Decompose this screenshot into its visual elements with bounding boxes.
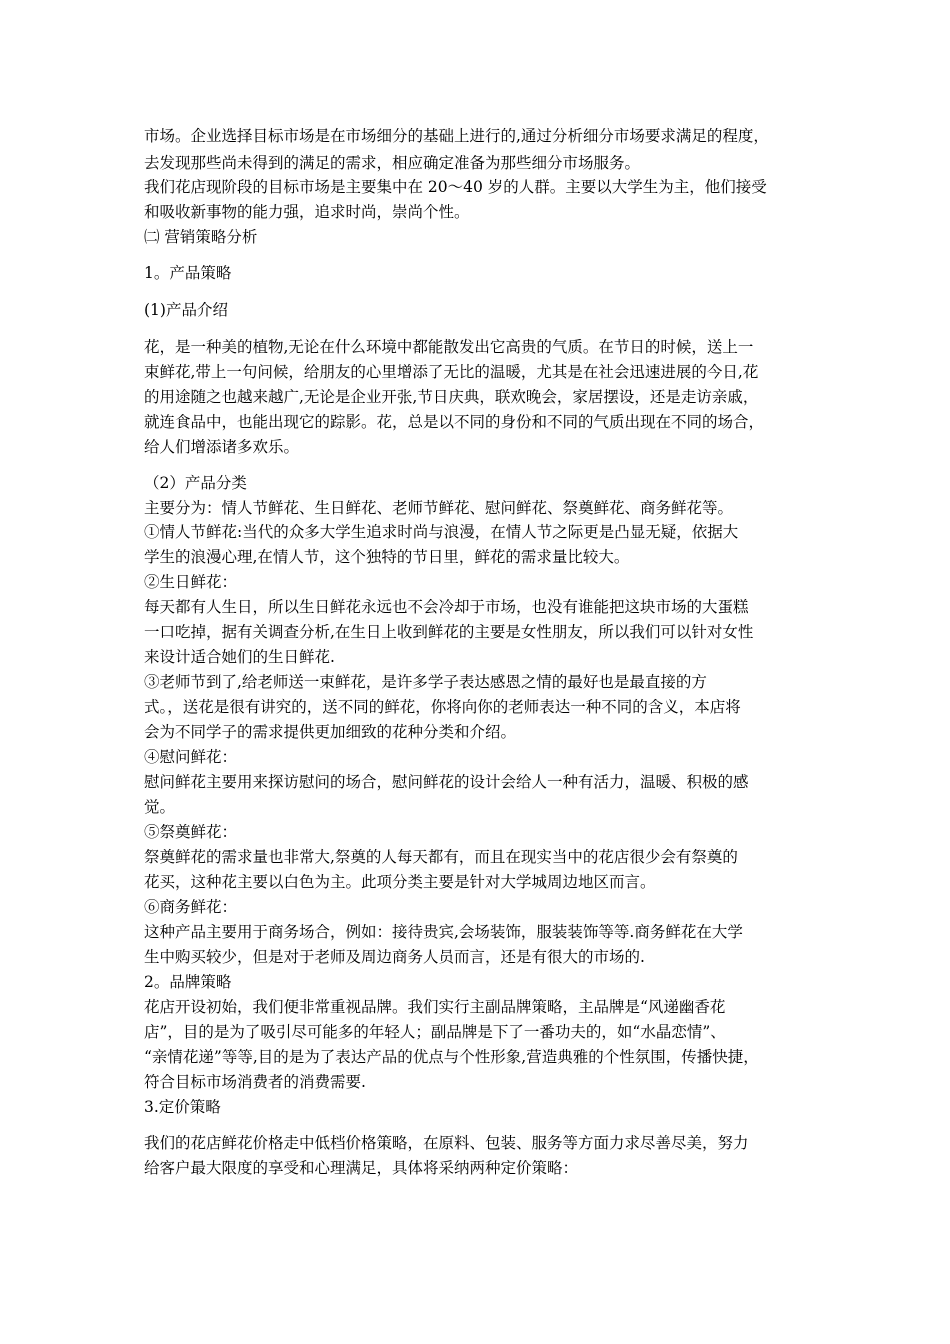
subsection-heading: (1)产品介绍 [144, 301, 228, 319]
text-line: 束鲜花,带上一句问候，给朋友的心里增添了无比的温暖，尤其是在社会迅速进展的今日,花 [144, 363, 759, 381]
text-line: 市场。企业选择目标市场是在市场细分的基础上进行的,通过分析细分市场要求满足的程度， [144, 127, 769, 145]
text-line: 就连食品中，也能出现它的踪影。花，总是以不同的身份和不同的气质出现在不同的场合， [144, 413, 765, 431]
text-line: ①情人节鲜花:当代的众多大学生追求时尚与浪漫，在情人节之际更是凸显无疑，依据大 [144, 523, 739, 541]
text-line: 给人们增添诸多欢乐。 [144, 438, 300, 456]
text-line: 给客户最大限度的享受和心理满足，具体将采纳两种定价策略： [144, 1159, 579, 1177]
text-line: ⑤祭奠鲜花： [144, 823, 238, 841]
text-line: “亲情花递”等等,目的是为了表达产品的优点与个性形象,营造典雅的个性氛围，传播快捷， [144, 1048, 759, 1066]
text-line: 式。，送花是很有讲究的，送不同的鲜花，你将向你的老师表达一种不同的含义，本店将 [144, 698, 741, 716]
text-line: 这种产品主要用于商务场合，例如：接待贵宾,会场装饰，服装装饰等等.商务鲜花在大学 [144, 923, 743, 941]
text-line: 一口吃掉，据有关调查分析,在生日上收到鲜花的主要是女性朋友，所以我们可以针对女性 [144, 623, 754, 641]
text-line: 来设计适合她们的生日鲜花. [144, 648, 335, 666]
subsection-heading: 1。产品策略 [144, 264, 232, 282]
section-heading: ㈡ 营销策略分析 [144, 228, 258, 246]
text-line: 我们花店现阶段的目标市场是主要集中在 20～40 岁的人群。主要以大学生为主，他们接受 [144, 178, 767, 196]
text-line: 花买，这种花主要以白色为主。此项分类主要是针对大学城周边地区而言。 [144, 873, 656, 891]
text-line: 生中购买较少，但是对于老师及周边商务人员而言，还是有很大的市场的. [144, 948, 645, 966]
text-line: 花，是一种美的植物,无论在什么环境中都能散发出它高贵的气质。在节日的时候，送上一 [144, 338, 754, 356]
text-line: ②生日鲜花： [144, 573, 238, 591]
text-line: ③老师节到了,给老师送一束鲜花，是许多学子表达感恩之情的最好也是最直接的方 [144, 673, 707, 691]
text-line: 每天都有人生日，所以生日鲜花永远也不会冷却于市场，也没有谁能把这块市场的大蛋糕 [144, 598, 749, 616]
subsection-heading: （2）产品分类 [144, 474, 247, 492]
text-line: 的用途随之也越来越广,无论是企业开张,节日庆典，联欢晚会，家居摆设，还是走访亲戚， [144, 388, 759, 406]
text-line: 祭奠鲜花的需求量也非常大,祭奠的人每天都有，而且在现实当中的花店很少会有祭奠的 [144, 848, 738, 866]
text-line: 花店开设初始，我们便非常重视品牌。我们实行主副品牌策略，主品牌是“风递幽香花 [144, 998, 726, 1016]
text-line: 去发现那些尚未得到的满足的需求，相应确定准备为那些细分市场服务。 [144, 154, 641, 172]
text-line: ⑥商务鲜花： [144, 898, 238, 916]
text-line: 会为不同学子的需求提供更加细致的花种分类和介绍。 [144, 723, 517, 741]
text-line: 学生的浪漫心理,在情人节，这个独特的节日里，鲜花的需求量比较大。 [144, 548, 630, 566]
text-line: ④慰问鲜花： [144, 748, 238, 766]
subsection-heading: 3.定价策略 [144, 1098, 221, 1116]
text-line: 符合目标市场消费者的消费需要. [144, 1073, 366, 1091]
subsection-heading: 2。品牌策略 [144, 973, 232, 991]
text-line: 和吸收新事物的能力强，追求时尚，崇尚个性。 [144, 203, 470, 221]
text-line: 我们的花店鲜花价格走中低档价格策略，在原料、包装、服务等方面力求尽善尽美，努力 [144, 1134, 749, 1152]
text-line: 主要分为：情人节鲜花、生日鲜花、老师节鲜花、慰问鲜花、祭奠鲜花、商务鲜花等。 [144, 499, 734, 517]
text-line: 慰问鲜花主要用来探访慰问的场合，慰问鲜花的设计会给人一种有活力，温暖、积极的感 [144, 773, 749, 791]
text-line: 店”，目的是为了吸引尽可能多的年轻人；副品牌是下了一番功夫的，如“水晶恋情”、 [144, 1023, 726, 1041]
text-line: 觉。 [144, 798, 176, 816]
